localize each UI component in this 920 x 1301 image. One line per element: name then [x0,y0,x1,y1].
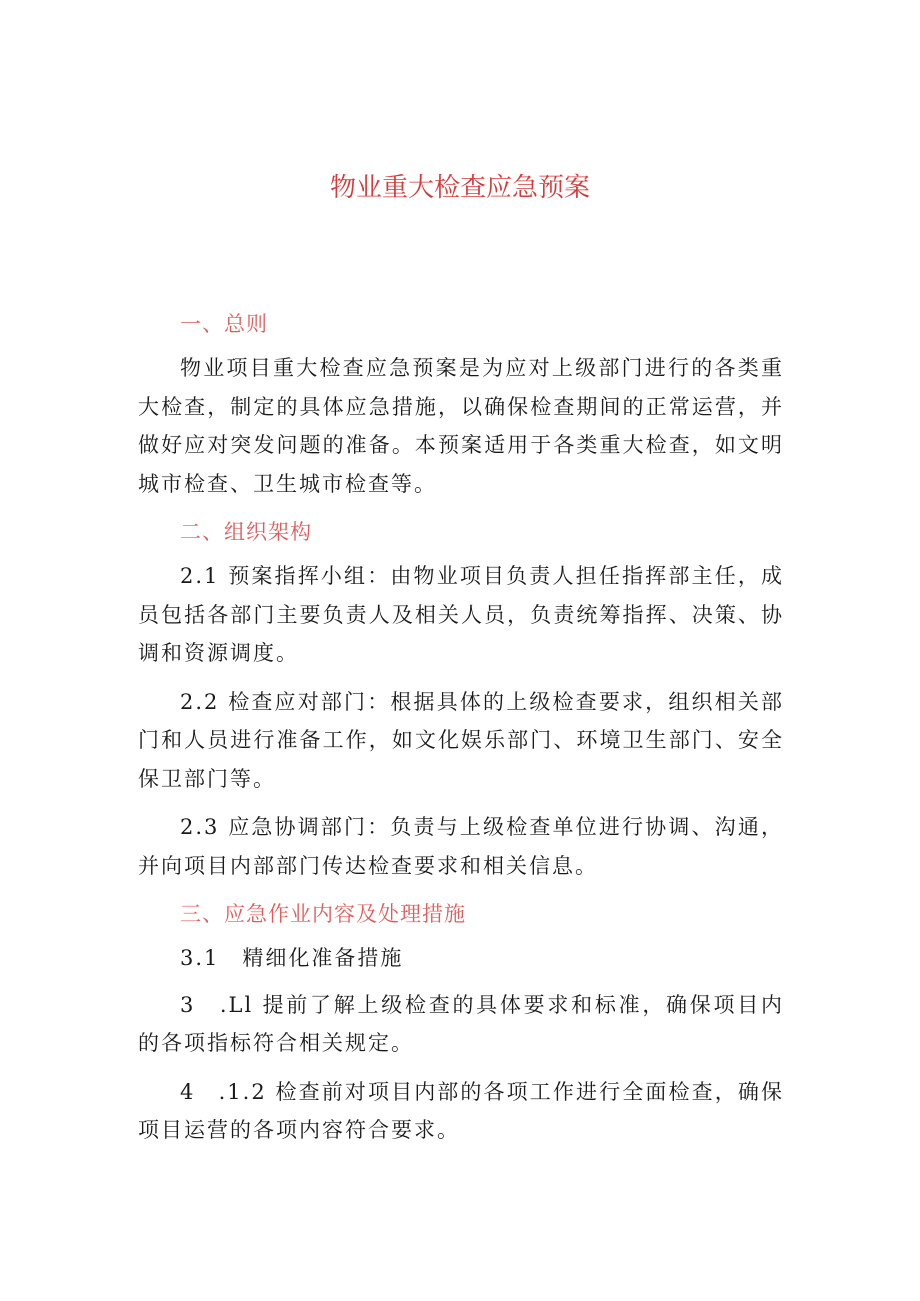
document-title: 物业重大检查应急预案 [329,173,590,203]
paragraph-command-group: 2.1 预案指挥小组：由物业项目负责人担任指挥部主任，成员包括各部门主要负责人及相关人员，负责统筹指挥、决策、协调和资源调度。 [138,564,784,665]
paragraph-general: 物业项目重大检查应急预案是为应对上级部门进行的各类重大检查，制定的具体应急措施，以确保检查期间的正常运营，并做好应对突发问题的准备。本预案适用于各类重大检查，如文明城市检查、卫生城市检查等。 [138,356,784,496]
paragraph-response-departments: 2.2 检查应对部门：根据具体的上级检查要求，组织相关部门和人员进行准备工作，如文化娱乐部门、环境卫生部门、安全保卫部门等。 [138,689,784,791]
paragraph-preparation-title: 3.1 精细化准备措施 [180,946,404,970]
section-heading-emergency-measures: 三、应急作业内容及处理措施 [180,902,466,926]
section-heading-general: 一、总则 [180,312,268,336]
section-heading-organization: 二、组织架构 [180,520,312,544]
document-body [138,305,784,1160]
paragraph-pre-inspection: 4 .1.2 检查前对项目内部的各项工作进行全面检查，确保项目运营的各项内容符合要求。 [138,1079,784,1142]
paragraph-coordination-department: 2.3 应急协调部门：负责与上级检查单位进行协调、沟通，并向项目内部部门传达检查要求和相关信息。 [138,815,784,878]
paragraph-requirements: 3 .Ll 提前了解上级检查的具体要求和标准，确保项目内的各项指标符合相关规定。 [138,992,784,1055]
